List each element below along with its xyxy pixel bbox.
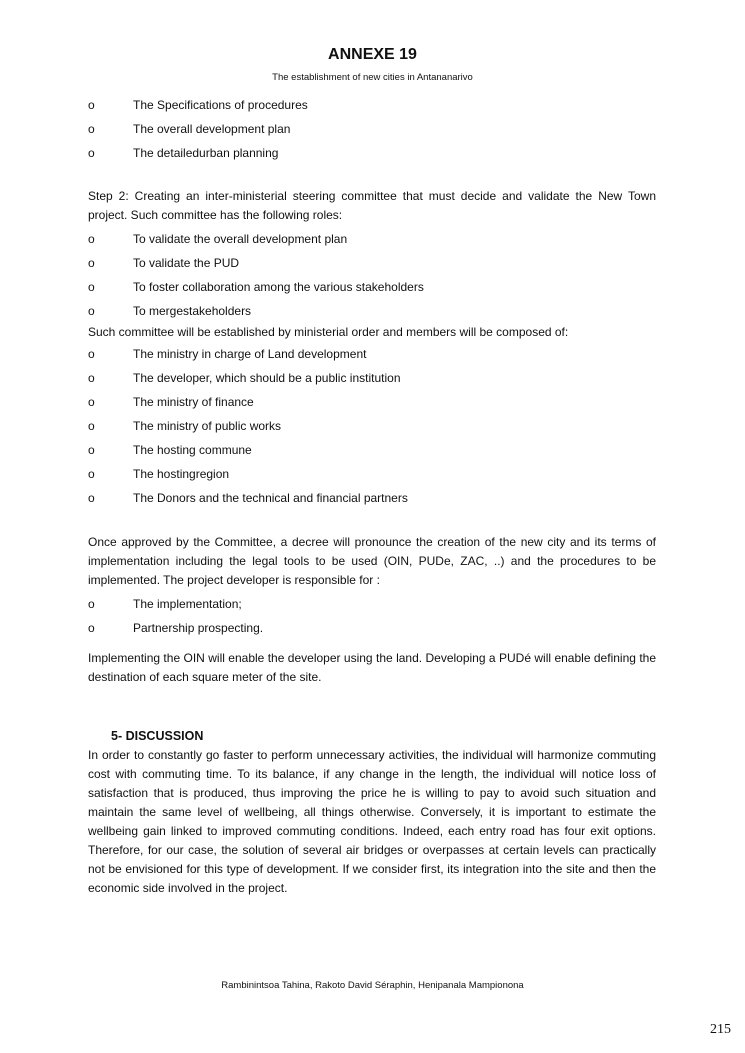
list-item: o The overall development plan <box>88 122 291 136</box>
discussion-paragraph: In order to constantly go faster to perform unnecessary activities, the individual will harmonize commuting cost with commuting time. To its balance, if any change in the length, the individual will notice loss of satisfaction that is produced, thus improving the price he is willing to pay to avoid such situation and maintain the same level of wellbeing, all things otherwise. Conversely, it is important to estimate the wellbeing gain linked to improved commuting conditions. Indeed, each entry road has four exit options. Therefore, for our case, the solution of several air bridges or overpasses at certain levels can practically not be envisioned for this type of development. If we consider first, its integration into the site and then the economic side involved in the project. <box>88 748 656 895</box>
bullet-icon: o <box>88 395 95 409</box>
bullet-icon: o <box>88 443 95 457</box>
list-item: o The implementation; <box>88 597 242 611</box>
bullet-icon: o <box>88 621 95 635</box>
step2-paragraph: Step 2: Creating an inter-ministerial steering committee that must decide and validate the New Town project. Such committee has the following roles: <box>88 189 656 222</box>
bullet-icon: o <box>88 347 95 361</box>
page-number: 215 <box>710 1022 731 1037</box>
bullet-icon: o <box>88 256 95 270</box>
page-subtitle: The establishment of new cities in Antananarivo <box>272 72 473 83</box>
page-footer: Rambinintsoa Tahina, Rakoto David Séraphin, Henipanala Mampionona <box>221 980 524 991</box>
list-item: o The detailedurban planning <box>88 146 279 160</box>
list-item: o The ministry of finance <box>88 395 254 409</box>
list-item: o The hosting commune <box>88 443 252 457</box>
oin-paragraph: Implementing the OIN will enable the developer using the land. Developing a PUDé will enable defining the destination of each square meter of the site. <box>88 651 656 684</box>
list-item: o The Donors and the technical and financial partners <box>88 491 408 505</box>
bullet-icon: o <box>88 232 95 246</box>
list-item: o Partnership prospecting. <box>88 621 264 635</box>
list-item: o To foster collaboration among the various stakeholders <box>88 280 424 294</box>
bullet-icon: o <box>88 371 95 385</box>
members-list <box>88 342 656 510</box>
list-item: o To validate the overall development plan <box>88 232 348 246</box>
bullet-icon: o <box>88 597 95 611</box>
discussion-heading: 5- DISCUSSION <box>111 729 204 743</box>
roles-list <box>88 227 656 323</box>
list-item: o The ministry of public works <box>88 419 282 433</box>
list-item: o To validate the PUD <box>88 256 240 270</box>
bullet-icon: o <box>88 122 95 136</box>
document-body <box>88 93 656 898</box>
bullet-icon: o <box>88 98 95 112</box>
list-item: o The developer, which should be a public institution <box>88 371 401 385</box>
list-item: o To mergestakeholders <box>88 304 252 318</box>
bullet-icon: o <box>88 146 95 160</box>
approval-paragraph: Once approved by the Committee, a decree will pronounce the creation of the new city and its terms of implementation including the legal tools to be used (OIN, PUDe, ZAC, ..) and the procedures to be implemented. The project developer is responsible for : <box>88 535 656 587</box>
committee-intro: Such committee will be established by ministerial order and members will be composed of: <box>88 325 569 339</box>
bullet-icon: o <box>88 467 95 481</box>
procedures-list <box>88 93 656 165</box>
responsibilities-list <box>88 592 656 640</box>
bullet-icon: o <box>88 304 95 318</box>
list-item: o The ministry in charge of Land development <box>88 347 367 361</box>
list-item: o The Specifications of procedures <box>88 98 308 112</box>
bullet-icon: o <box>88 419 95 433</box>
page-title: ANNEXE 19 <box>328 46 417 63</box>
bullet-icon: o <box>88 280 95 294</box>
list-item: o The hostingregion <box>88 467 230 481</box>
bullet-icon: o <box>88 491 95 505</box>
